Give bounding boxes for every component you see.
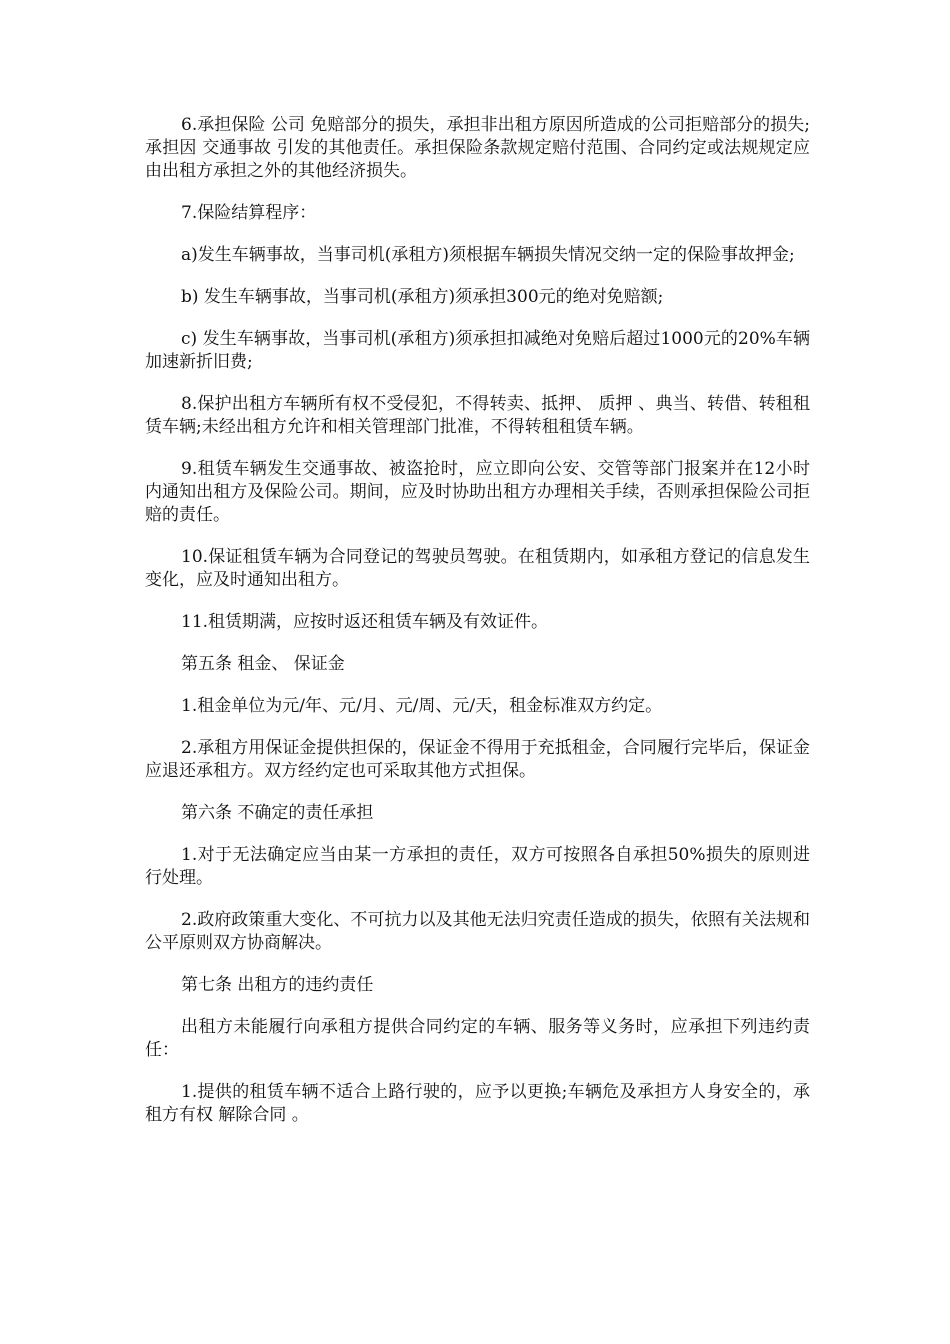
clause-6-insurance-losses: 6.承担保险 公司 免赔部分的损失，承担非出租方原因所造成的公司拒赔部分的损失;承担因 交通事故 引发的其他责任。承担保险条款规定赔付范围、合同约定或法规规定应由出租方承担之外的其他经济损失。 bbox=[145, 115, 810, 181]
clause-9-accident-report: 9.租赁车辆发生交通事故、被盗抢时，应立即向公安、交管等部门报案并在12小时内通知出租方及保险公司。期间，应及时协助出租方办理相关手续，否则承担保险公司拒赔的责任。 bbox=[145, 459, 810, 525]
document-body bbox=[145, 114, 810, 1146]
article-5-clause-1: 1.租金单位为元/年、元/月、元/周、元/天，租金标准双方约定。 bbox=[181, 696, 663, 716]
clause-8-ownership-protection: 8.保护出租方车辆所有权不受侵犯，不得转卖、抵押、 质押 、典当、转借、转租租赁车辆;未经出租方允许和相关管理部门批准，不得转租租赁车辆。 bbox=[145, 394, 810, 437]
article-5-heading: 第五条 租金、 保证金 bbox=[181, 654, 345, 674]
article-7-intro: 出租方未能履行向承租方提供合同约定的车辆、服务等义务时，应承担下列违约责任： bbox=[145, 1017, 810, 1060]
article-5-clause-2: 2.承租方用保证金提供担保的，保证金不得用于充抵租金，合同履行完毕后，保证金应退还承租方。双方经约定也可采取其他方式担保。 bbox=[145, 738, 810, 781]
clause-7-insurance-settlement: 7.保险结算程序： bbox=[181, 203, 317, 223]
clause-11-return-vehicle: 11.租赁期满，应按时返还租赁车辆及有效证件。 bbox=[181, 612, 549, 632]
clause-7a-accident-deposit: a)发生车辆事故，当事司机(承租方)须根据车辆损失情况交纳一定的保险事故押金; bbox=[181, 245, 795, 265]
article-7-clause-1: 1.提供的租赁车辆不适合上路行驶的，应予以更换;车辆危及承担方人身安全的，承租方有权 解除合同 。 bbox=[145, 1082, 810, 1125]
article-6-clause-1: 1.对于无法确定应当由某一方承担的责任，双方可按照各自承担50%损失的原则进行处理。 bbox=[145, 845, 810, 888]
clause-10-registered-driver: 10.保证租赁车辆为合同登记的驾驶员驾驶。在租赁期内，如承租方登记的信息发生变化，应及时通知出租方。 bbox=[145, 547, 810, 590]
clause-7c-depreciation: c) 发生车辆事故，当事司机(承租方)须承担扣减绝对免赔后超过1000元的20%车辆加速新折旧费; bbox=[145, 329, 810, 372]
article-6-clause-2: 2.政府政策重大变化、不可抗力以及其他无法归究责任造成的损失，依照有关法规和公平原则双方协商解决。 bbox=[145, 910, 810, 953]
article-7-heading: 第七条 出租方的违约责任 bbox=[181, 975, 374, 995]
article-6-heading: 第六条 不确定的责任承担 bbox=[181, 803, 374, 823]
clause-7b-deductible: b) 发生车辆事故，当事司机(承租方)须承担300元的绝对免赔额; bbox=[181, 287, 664, 307]
